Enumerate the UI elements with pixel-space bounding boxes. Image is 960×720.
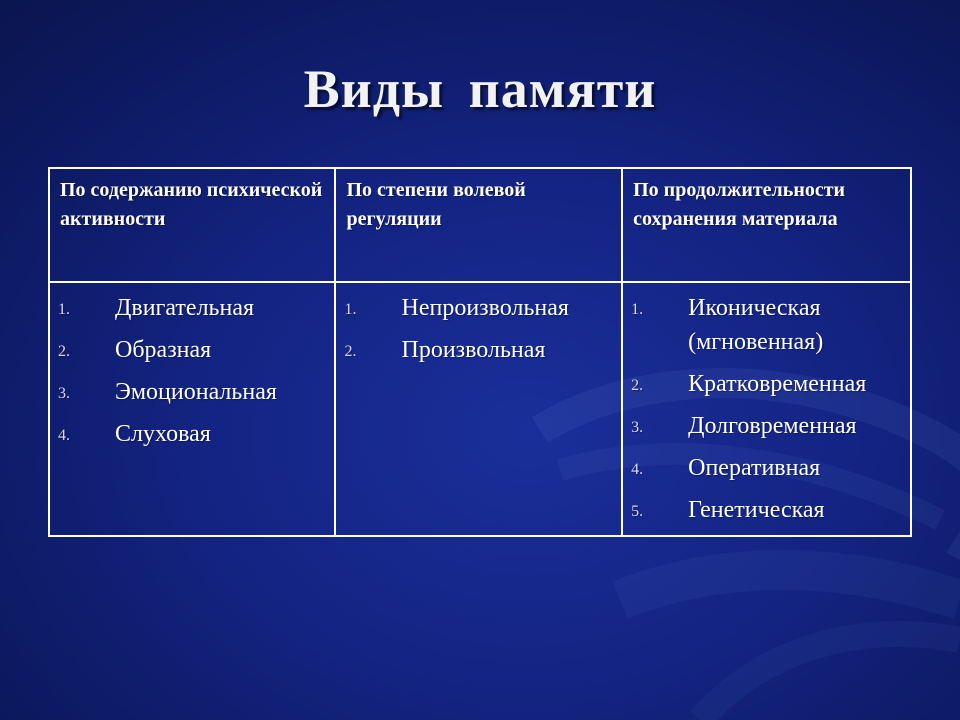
list-number: 2. [631, 377, 644, 394]
list-item-label: Образная [115, 337, 212, 363]
body-cell-duration [622, 282, 911, 536]
list-number: 1. [631, 301, 644, 318]
header-content-label: По содержанию психической активности [60, 179, 323, 230]
list-number: 1. [344, 301, 357, 318]
list-number: 1. [58, 301, 70, 318]
list-item-label: Генетическая [688, 497, 825, 523]
header-cell-content [49, 168, 335, 282]
list-number: 2. [58, 343, 70, 360]
list-item [631, 291, 910, 359]
list-item-label: Иконическая (мгновенная) [688, 295, 824, 355]
header-cell-duration [622, 168, 911, 282]
list-number: 3. [58, 385, 70, 402]
list-item [58, 291, 334, 325]
list-item [58, 375, 334, 409]
list-item [58, 417, 334, 451]
list-number: 5. [631, 503, 644, 520]
body-cell-regulation [335, 282, 622, 536]
slide-title: Виды памяти [303, 59, 657, 119]
list-item-label: Долговременная [688, 413, 857, 439]
list-item [631, 451, 910, 485]
header-regulation-label: По степени волевой регуляции [346, 179, 526, 230]
list-item [58, 333, 334, 367]
list-item-label: Произвольная [401, 337, 546, 363]
regulation-types-list [336, 283, 621, 367]
list-item-label: Двигательная [115, 295, 255, 321]
content-types-list [50, 283, 334, 451]
list-number: 4. [58, 427, 70, 444]
list-item [631, 367, 910, 401]
table-header-row [49, 168, 911, 282]
memory-types-table [48, 167, 912, 537]
list-item-label: Эмоциональная [115, 379, 277, 405]
list-number: 4. [631, 461, 644, 478]
list-item-label: Непроизвольная [401, 295, 569, 321]
list-item-label: Слуховая [115, 421, 211, 447]
list-item [631, 493, 910, 527]
list-number: 3. [631, 419, 644, 436]
header-cell-regulation [335, 168, 622, 282]
header-duration-label: По продолжительности сохранения материала [633, 179, 846, 230]
list-item [344, 291, 621, 325]
list-item-label: Кратковременная [688, 371, 867, 397]
list-item [631, 409, 910, 443]
list-item [344, 333, 621, 367]
duration-types-list [623, 283, 910, 527]
list-item-label: Оперативная [688, 455, 821, 481]
table-body-row [49, 282, 911, 536]
list-number: 2. [344, 343, 357, 360]
body-cell-content [49, 282, 335, 536]
